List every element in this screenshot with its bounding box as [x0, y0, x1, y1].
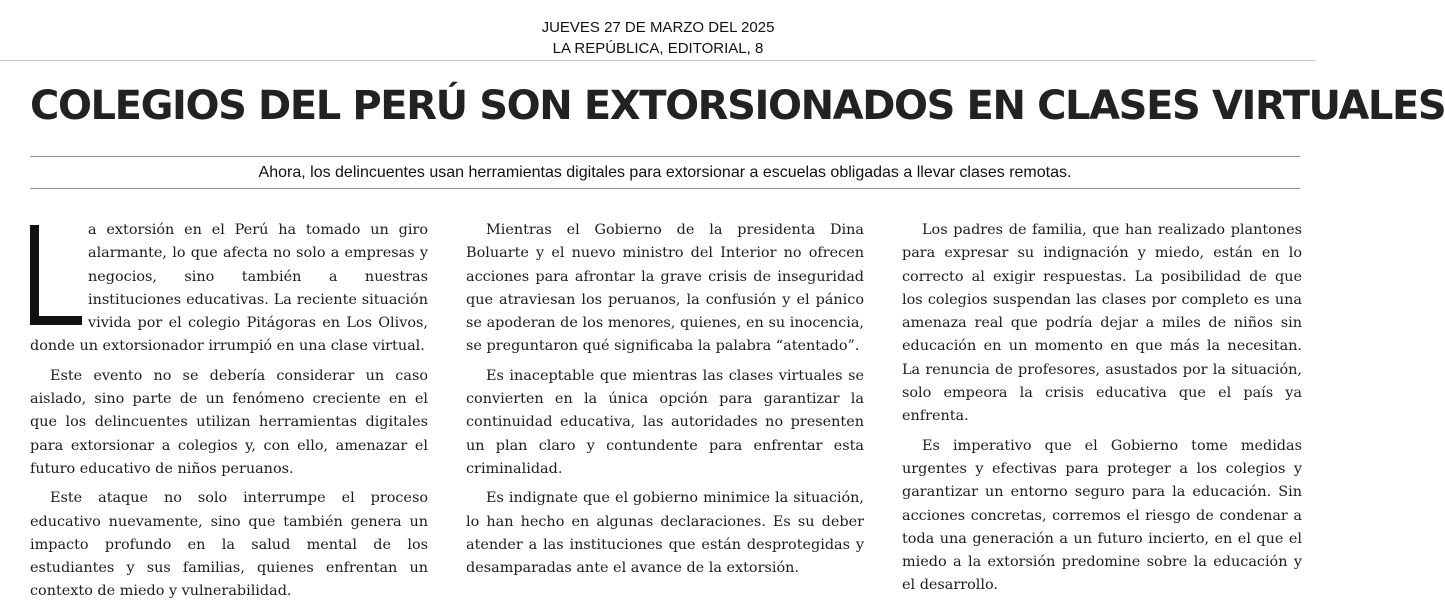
- paragraph: Este evento no se debería considerar un caso aislado, sino parte de un fenómeno creciente en el que los delincuentes utilizan herramientas digitales para extorsionar a colegios y, con ello, amenazar el futuro educativo de niños peruanos.: [30, 367, 428, 477]
- paragraph: Es imperativo que el Gobierno tome medidas urgentes y efectivas para proteger a los colegios y garantizar un entorno seguro para la educación. Sin acciones concretas, corremos el riesgo de condenar a toda una generación a un futuro incierto, en el que el miedo a la extorsión predomine sobre la educación y el desarrollo.: [902, 437, 1302, 594]
- paragraph: a extorsión en el Perú ha tomado un giro alarmante, lo que afecta no solo a empresas y negocios, sino también a nuestras instituciones educativas. La reciente situación vivida por el colegio Pitágoras en Los Olivos, donde un extorsionador irrumpió en una clase virtual.: [30, 222, 428, 355]
- subtitle-top-rule: [30, 156, 1300, 157]
- article-subtitle: Ahora, los delincuentes usan herramientas digitales para extorsionar a escuelas obligadas a llevar clases remotas.: [258, 164, 1072, 181]
- paragraph: Mientras el Gobierno de la presidenta Dina Boluarte y el nuevo ministro del Interior no ofrecen acciones para afrontar la grave crisis de inseguridad que atraviesan los peruanos, la confusión y el pánico se apoderan de los menores, quienes, en su inocencia, se preguntaron qué significaba la palabra “atentado”.: [466, 222, 864, 355]
- article-meta-header: [0, 17, 1316, 61]
- paragraph: Este ataque no solo interrumpe el proceso educativo nuevamente, sino que también genera un impacto profundo en la salud mental de los estudiantes y sus familias, quienes enfrentan un contexto de miedo y vulnerabilidad.: [30, 490, 428, 600]
- article-headline: COLEGIOS DEL PERÚ SON EXTORSIONADOS EN CLASES VIRTUALES: [30, 83, 1445, 129]
- paragraph: Es inaceptable que mientras las clases virtuales se convierten en la única opción para garantizar la continuidad educativa, las autoridades no presenten un plan claro y contundente para enfrentar esta criminalidad.: [466, 367, 864, 477]
- article-column-3: [902, 219, 1302, 604]
- publication-source: LA REPÚBLICA, EDITORIAL, 8: [552, 40, 764, 57]
- article-column-2: [466, 219, 864, 586]
- publication-date: JUEVES 27 DE MARZO DEL 2025: [541, 19, 775, 36]
- paragraph: Los padres de familia, que han realizado plantones para expresar su indignación y miedo, están en lo correcto al exigir respuestas. La posibilidad de que los colegios suspendan las clases por completo es una amenaza real que podría dejar a miles de niños sin educación en un momento en que más la necesitan. La renuncia de profesores, asustados por la situación, solo empeora la crisis educativa que el país ya enfrenta.: [902, 222, 1302, 425]
- subtitle-bottom-rule: [30, 188, 1300, 189]
- article-column-1: [30, 219, 428, 610]
- drop-cap-letter: [28, 225, 82, 325]
- paragraph: Es indignate que el gobierno minimice la situación, lo han hecho en algunas declaraciones. Es su deber atender a las instituciones que están desprotegidas y desamparadas ante el avance de la extorsión.: [466, 490, 864, 577]
